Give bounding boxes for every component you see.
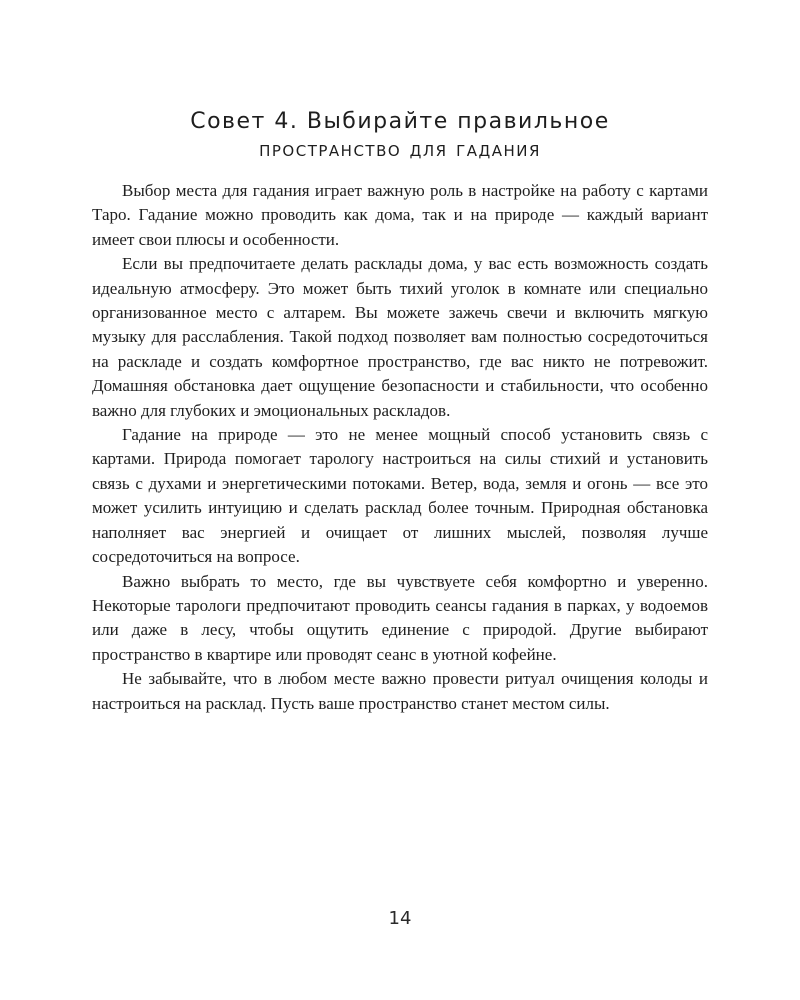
chapter-heading [100, 108, 700, 164]
paragraph: Важно выбрать то место, где вы чувствуете себя комфортно и уверенно. Некоторые тарологи предпочитают проводить сеансы гадания в парках, у водоемов или даже в лесу, чтобы ощутить единение с природой. Другие выбирают пространство в квартире или проводят сеанс в уютной кофейне. [92, 571, 708, 664]
paragraph: Не забывайте, что в любом месте важно провести ритуал очищения колоды и настроиться на расклад. Пусть ваше пространство станет местом силы. [92, 669, 708, 713]
heading-line-1: Совет 4. Выбирайте правильное [190, 109, 610, 134]
heading-line-2: пространство для гадания [259, 137, 541, 162]
page-number: 14 [388, 908, 412, 929]
paragraph: Выбор места для гадания играет важную роль в настройке на работу с картами Таро. Гадание можно проводить как дома, так и на природе — каждый вариант имеет свои плюсы и особенности. [92, 181, 708, 249]
paragraph: Если вы предпочитаете делать расклады дома, у вас есть возможность создать идеальную атмосферу. Это может быть тихий уголок в комнате или специально организованное место с алтарем. Вы можете зажечь свечи и включить мягкую музыку для расслабления. Такой подход позволяет вам полностью сосредоточиться на раскладе и создать комфортное пространство, где вас никто не потревожит. Домашняя обстановка дает ощущение безопасности и стабильности, что особенно важно для глубоких и эмоциональных раскладов. [92, 254, 708, 420]
body-text [92, 179, 708, 716]
paragraph: Гадание на природе — это не менее мощный способ установить связь с картами. Природа помогает тарологу настроиться на силы стихий и установить связь с духами и энергетическими потоками. Ветер, вода, земля и огонь — все это может усилить интуицию и сделать расклад более точным. Природная обстановка наполняет вас энергией и очищает от лишних мыслей, позволяя лучше сосредоточиться на вопросе. [92, 425, 708, 567]
